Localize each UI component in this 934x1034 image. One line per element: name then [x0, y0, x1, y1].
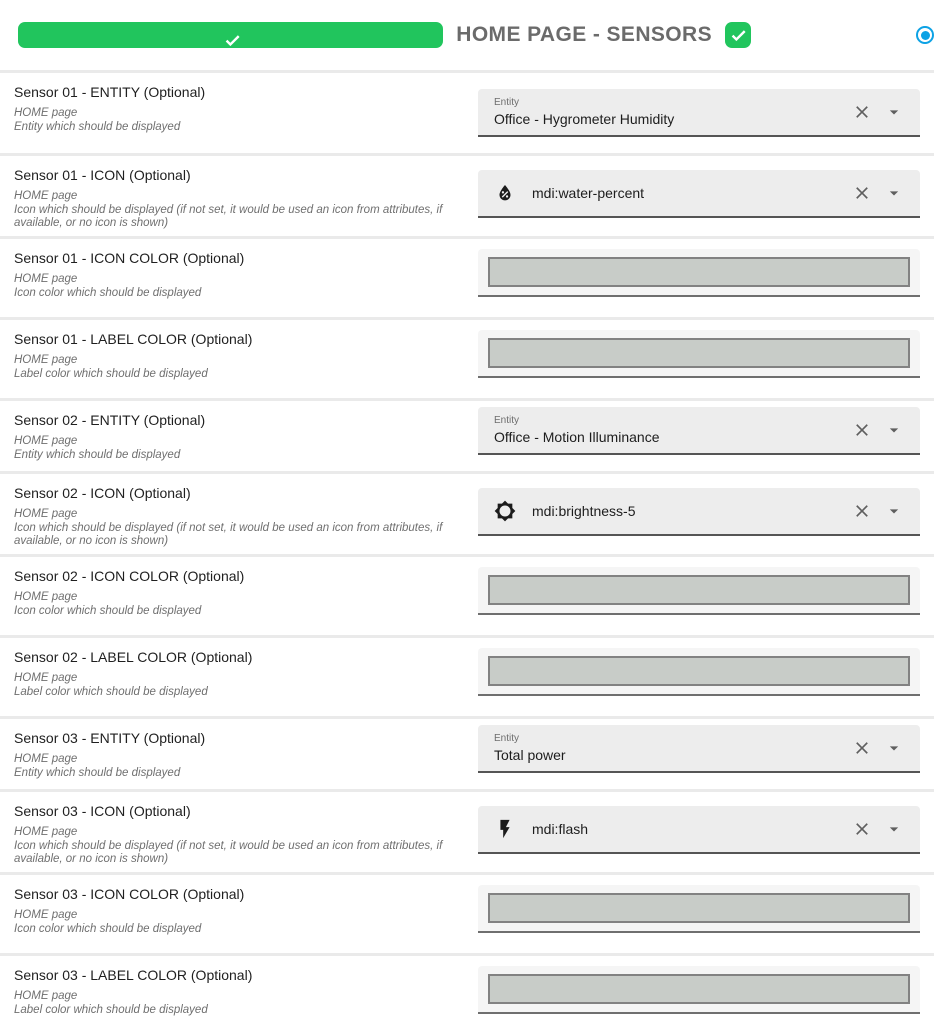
field-label: Entity	[494, 415, 520, 426]
setting-description: Entity which should be displayed	[14, 766, 181, 779]
dropdown-caret-icon[interactable]	[878, 819, 910, 839]
field-value: Office - Hygrometer Humidity	[494, 111, 675, 127]
setting-page: HOME page	[14, 990, 78, 1002]
setting-title: Sensor 03 - ICON COLOR (Optional)	[14, 886, 245, 902]
color-field	[478, 966, 920, 1014]
row-sensor-03-icon	[0, 789, 934, 872]
setting-title: Sensor 02 - LABEL COLOR (Optional)	[14, 649, 253, 665]
row-sensor-02-label-color	[0, 635, 934, 716]
brightness-5-icon	[494, 500, 516, 522]
row-sensor-02-entity	[0, 398, 934, 471]
color-field	[478, 330, 920, 378]
setting-title: Sensor 02 - ICON COLOR (Optional)	[14, 568, 245, 584]
setting-description: Label color which should be displayed	[14, 367, 208, 380]
setting-description: Entity which should be displayed	[14, 120, 181, 133]
clear-icon[interactable]	[846, 501, 878, 521]
setting-title: Sensor 01 - LABEL COLOR (Optional)	[14, 331, 253, 347]
icon-picker[interactable]	[478, 488, 920, 536]
setting-description: Icon which should be displayed (if not set, it would be used an icon from attributes, if available, or no icon is shown)	[14, 839, 443, 865]
row-sensor-01-entity	[0, 70, 934, 153]
setting-title: Sensor 03 - LABEL COLOR (Optional)	[14, 967, 253, 983]
clear-icon[interactable]	[846, 738, 878, 758]
row-sensor-02-icon	[0, 471, 934, 554]
page-header	[0, 0, 934, 70]
row-sensor-03-icon-color	[0, 872, 934, 953]
dropdown-caret-icon[interactable]	[878, 738, 910, 758]
entity-picker[interactable]	[478, 407, 920, 455]
setting-page: HOME page	[14, 435, 78, 447]
setting-title: Sensor 02 - ICON (Optional)	[14, 485, 191, 501]
setting-description: Icon color which should be displayed	[14, 922, 202, 935]
row-sensor-01-icon	[0, 153, 934, 236]
field-value: mdi:flash	[532, 821, 589, 837]
radio-dot	[921, 31, 930, 40]
color-field	[478, 885, 920, 933]
row-sensor-03-label-color	[0, 953, 934, 1034]
radio-selected-icon[interactable]	[916, 26, 934, 44]
color-field	[478, 648, 920, 696]
setting-page: HOME page	[14, 107, 78, 119]
page-title: HOME PAGE - SENSORS	[456, 23, 712, 46]
icon-picker[interactable]	[478, 170, 920, 218]
field-label: Entity	[494, 97, 520, 108]
setting-page: HOME page	[14, 508, 78, 520]
entity-picker[interactable]	[478, 725, 920, 773]
setting-description: Label color which should be displayed	[14, 1003, 208, 1016]
dropdown-caret-icon[interactable]	[878, 102, 910, 122]
setting-title: Sensor 02 - ENTITY (Optional)	[14, 412, 206, 428]
setting-title: Sensor 01 - ENTITY (Optional)	[14, 84, 206, 100]
field-value: mdi:brightness-5	[532, 503, 636, 519]
color-input[interactable]	[488, 257, 910, 287]
setting-page: HOME page	[14, 273, 78, 285]
dropdown-caret-icon[interactable]	[878, 420, 910, 440]
color-input[interactable]	[488, 974, 910, 1004]
setting-description: Entity which should be displayed	[14, 448, 181, 461]
setting-description: Icon color which should be displayed	[14, 604, 202, 617]
icon-picker[interactable]	[478, 806, 920, 854]
clear-icon[interactable]	[846, 183, 878, 203]
setting-description: Icon which should be displayed (if not set, it would be used an icon from attributes, if available, or no icon is shown)	[14, 521, 443, 547]
row-sensor-02-icon-color	[0, 554, 934, 635]
checked-checkbox-icon	[725, 22, 751, 48]
setting-page: HOME page	[14, 354, 78, 366]
setting-page: HOME page	[14, 826, 78, 838]
setting-title: Sensor 01 - ICON COLOR (Optional)	[14, 250, 245, 266]
clear-icon[interactable]	[846, 420, 878, 440]
water-percent-icon	[494, 182, 516, 204]
field-value: Total power	[494, 747, 566, 763]
setting-title: Sensor 01 - ICON (Optional)	[14, 167, 191, 183]
entity-picker[interactable]	[478, 89, 920, 137]
dropdown-caret-icon[interactable]	[878, 183, 910, 203]
color-field	[478, 567, 920, 615]
setting-title: Sensor 03 - ENTITY (Optional)	[14, 730, 206, 746]
clear-icon[interactable]	[846, 819, 878, 839]
flash-icon	[494, 818, 516, 840]
setting-page: HOME page	[14, 591, 78, 603]
setting-title: Sensor 03 - ICON (Optional)	[14, 803, 191, 819]
setting-page: HOME page	[14, 753, 78, 765]
color-input[interactable]	[488, 893, 910, 923]
setting-page: HOME page	[14, 190, 78, 202]
dropdown-caret-icon[interactable]	[878, 501, 910, 521]
row-sensor-01-icon-color	[0, 236, 934, 317]
checked-checkbox-icon	[18, 22, 443, 48]
field-value: mdi:water-percent	[532, 185, 645, 201]
setting-description: Icon which should be displayed (if not set, it would be used an icon from attributes, if available, or no icon is shown)	[14, 203, 443, 229]
clear-icon[interactable]	[846, 102, 878, 122]
color-input[interactable]	[488, 656, 910, 686]
color-input[interactable]	[488, 338, 910, 368]
setting-page: HOME page	[14, 909, 78, 921]
row-sensor-01-label-color	[0, 317, 934, 398]
setting-page: HOME page	[14, 672, 78, 684]
color-input[interactable]	[488, 575, 910, 605]
setting-description: Label color which should be displayed	[14, 685, 208, 698]
setting-description: Icon color which should be displayed	[14, 286, 202, 299]
row-sensor-03-entity	[0, 716, 934, 789]
field-label: Entity	[494, 733, 520, 744]
field-value: Office - Motion Illuminance	[494, 429, 660, 445]
color-field	[478, 249, 920, 297]
